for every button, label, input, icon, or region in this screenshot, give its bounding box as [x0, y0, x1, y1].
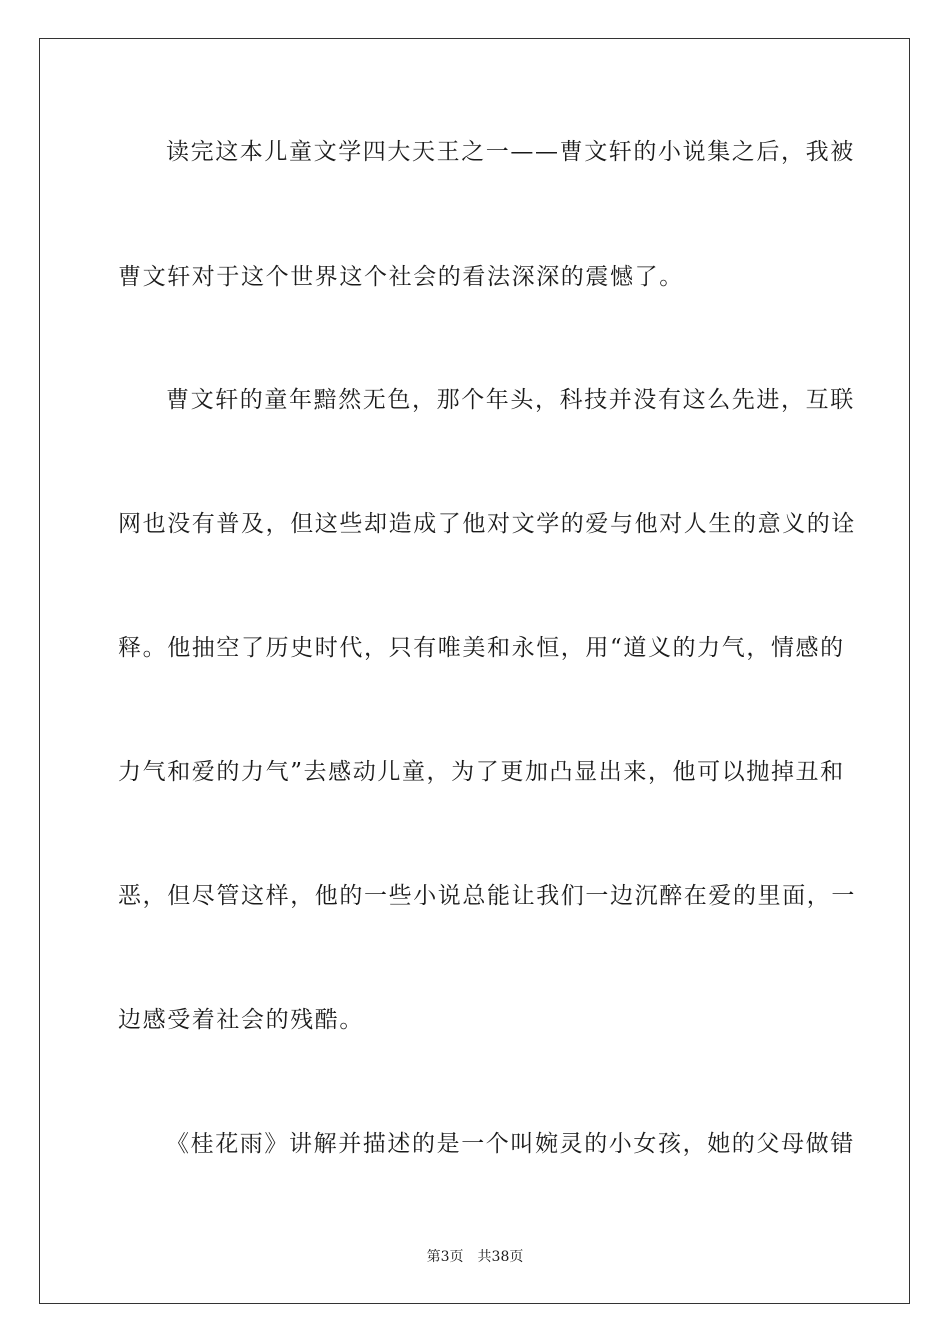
- text-line: 释。他抽空了历史时代，只有唯美和永恒，用“道义的力气，情感的: [118, 635, 845, 661]
- page-footer: [0, 1246, 950, 1266]
- text-line: 边感受着社会的残酷。: [118, 1007, 364, 1033]
- text-line: 曹文轩的童年黯然无色，那个年头，科技并没有这么先进，互联: [166, 387, 855, 413]
- text-line: 恶，但尽管这样，他的一些小说总能让我们一边沉醉在爱的里面，一: [118, 883, 856, 909]
- page-total: 共38页: [477, 1249, 524, 1265]
- page-number: 第3页: [426, 1249, 464, 1265]
- text-line: 曹文轩对于这个世界这个社会的看法深深的震憾了。: [118, 264, 684, 290]
- text-line: 网也没有普及，但这些却造成了他对文学的爱与他对人生的意义的诠: [118, 511, 856, 537]
- text-line: 《桂花雨》讲解并描述的是一个叫婉灵的小女孩，她的父母做错: [166, 1131, 855, 1157]
- text-line: 力气和爱的力气”去感动儿童，为了更加凸显出来，他可以抛掉丑和: [118, 759, 845, 785]
- text-line: 读完这本儿童文学四大天王之一——曹文轩的小说集之后，我被: [166, 139, 855, 165]
